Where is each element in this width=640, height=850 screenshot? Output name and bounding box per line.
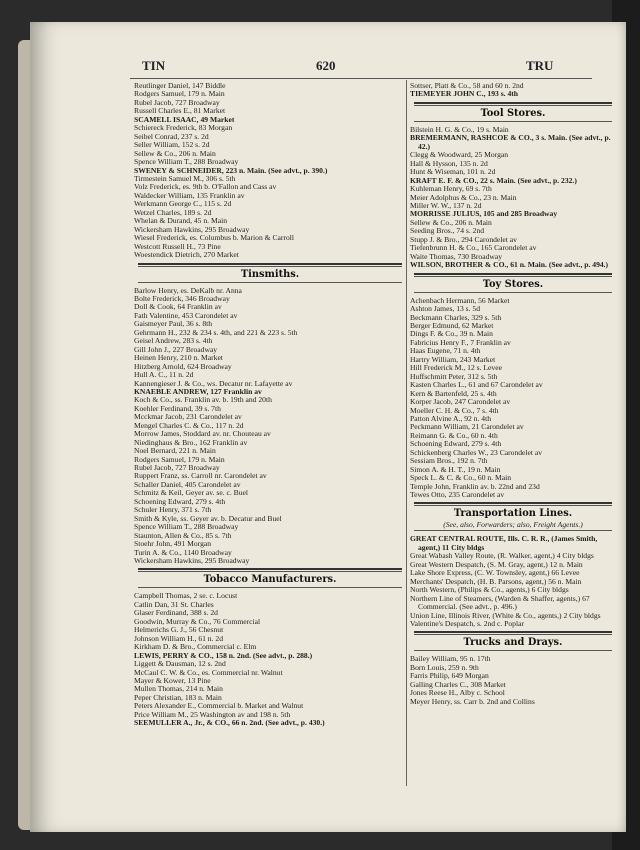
directory-entry: Wickersham Hawkins, 295 Broadway [134,557,250,566]
section-rule [138,587,402,588]
directory-entry: Tiefenbrunn H. & Co., 165 Carondelet av [410,244,537,253]
directory-entry: Rubel Jacob, 727 Broadway [134,464,220,473]
directory-entry: Hunt & Wiseman, 101 n. 2d [410,168,496,177]
directory-entry: LEWIS, PERRY & CO., 158 n. 2nd. (See advt., p. 288.) [134,651,313,660]
directory-entry: Seeding Bros., 74 s. 2nd [410,227,485,236]
section-rule [138,263,402,265]
directory-entry: Beckmann Charles, 329 s. 5th [410,313,502,322]
directory-entry: Noel Bernard, 221 n. Main [134,447,216,456]
directory-entry: Ruppert Franz, ss. Carroll nr. Carondelet av [134,472,267,481]
directory-entry: Westcott Russell H., 73 Pine [134,242,221,251]
directory-entry: Patton Alvine A., 92 n. 4th [410,414,492,423]
directory-entry: Peckmann William, 21 Carondelet av [410,423,524,432]
directory-entry: Heinen Henry, 210 n. Market [134,354,223,363]
directory-entry: Waldecker William, 135 Franklin av [134,191,245,200]
directory-entry: Speck L. & C. & Co., 60 n. Main [410,474,512,483]
header-rule [130,78,592,79]
directory-entry: Fabricius Henry F., 7 Franklin av [410,338,511,347]
directory-entry: Price William M., 25 Washington av and 198 n. 5th [134,710,291,719]
directory-entry: Stupp J. & Bro., 294 Carondelet av [410,235,517,244]
directory-entry: Ashton James, 13 s. 5d [410,305,481,314]
directory-entry: Bailey William, 95 n. 17th [410,655,491,664]
directory-entry: Reimann G. & Co., 60 n. 4th [410,431,498,440]
directory-entry: Kirkham D. & Bro., Commercial c. Elm [134,643,257,652]
directory-entry: Mullen Thomas, 214 n. Main [134,685,223,694]
directory-entry: SEEMULLER A., Jr., & CO., 66 n. 2nd. (See advt., p. 430.) [134,719,325,728]
section-title: Toy Stores. [482,278,544,290]
directory-entry: Schoening Edward, 279 s. 4th [410,440,502,449]
directory-entry: Hitzberg Arnold, 624 Broadway [134,362,232,371]
directory-entry: Born Louis, 259 n. 9th [410,663,479,672]
directory-entry: Schaller Daniel, 405 Carondelet av [134,480,241,489]
directory-entry: Kuhleman Henry, 69 s. 7th [410,185,492,194]
section-rule [138,266,402,267]
directory-entry: Campbell Thomas, 2 se. c. Locust [134,592,238,601]
directory-entry: Great Wabash Valley Route, (R. Walker, agent,) 4 City bldgs [410,552,594,561]
directory-entry: Liggett & Dausman, 12 s. 2nd [134,660,226,669]
directory-entry: WILSON, BROTHER & CO., 61 n. Main. (See advt., p. 494.) [410,261,609,270]
section-rule [138,282,402,283]
section-title: Tool Stores. [480,107,546,119]
directory-entry: Schuler Henry, 371 s. 7th [134,506,212,515]
directory-entry: Temple John, Franklin av. b. 22nd and 23d [410,482,540,491]
column-divider [406,80,407,786]
directory-entry: Woestendick Dietrich, 270 Market [134,251,239,260]
directory-entry: SWENEY & SCHNEIDER, 223 n. Main. (See advt., p. 390.) [134,166,328,175]
directory-entry: Goodwin, Murray & Co., 76 Commercial [134,617,261,626]
directory-entry: Hull A. C., 11 n. 2d [134,371,194,380]
directory-entry: Mayer & Kower, 13 Pine [134,677,211,685]
directory-entry: Russell Charles E., 81 Market [134,107,226,116]
section-rule [138,568,402,570]
section-heading [410,631,616,651]
directory-entry: Rodgers Samuel, 179 n. Main [134,90,225,99]
directory-entry: Helmerichs G. J., 56 Chesnut [134,626,224,635]
section-rule [414,102,612,104]
directory-entry: Doll & Cook, 64 Franklin av [134,303,222,312]
directory-entry: Volz Frederick, es. 9th b. O'Fallon and Cass av [134,183,277,192]
directory-entry: Haas Eugene, 71 n. 4th [410,347,481,356]
directory-entry: Gaismeyer Paul, 36 s. 8th [134,320,213,329]
section-rule [414,502,612,504]
directory-entry: Bolte Frederick, 346 Broadway [134,294,230,303]
directory-entry: Miller W. W., 137 n. 2d [410,201,482,210]
directory-entry: Schoening Edward, 279 s. 4th [134,497,226,506]
directory-entry: Staunton, Allen & Co., 85 s. 7th [134,531,232,540]
directory-entry: Valentine's Despatch, s. 2nd c. Poplar [410,620,524,629]
directory-entry: Kasten Charles L., 61 and 67 Carondelet av [410,381,543,390]
directory-entry: Wetzel Charles, 189 s. 2d [134,208,212,217]
directory-entry: Fath Valentine, 453 Carondelet av [134,311,238,320]
directory-entry: Dings F. & Co., 39 n. Main [410,330,493,339]
directory-entry: Stoehr John, 491 Morgan [134,540,212,549]
directory-entry: Meyer Henry, ss. Carr b. 2nd and Collins [410,697,535,706]
directory-entry: Hill Frederick M., 12 s. Levee [410,364,502,373]
directory-entry: Waite Thomas, 730 Broadway [410,252,503,261]
directory-entry: Great Western Despatch, (S. M. Gray, agent,) 12 n. Main [410,560,583,569]
section-rule [414,650,612,651]
directory-entry: SCAMELL ISAAC, 49 Market [134,115,235,124]
directory-entry: Tewes Otto, 235 Carondelet av [410,491,505,500]
directory-entry: Morrow James, Stoddard av. nr. Chouteau av [134,430,271,439]
section-rule [414,634,612,635]
directory-entry: Simon A. & H. T., 19 n. Main [410,465,501,474]
section-heading [410,502,616,531]
directory-entry: North Western, (Philips & Co., agents,) 6 City bldgs [410,586,569,595]
directory-entry: Werkmann George C., 115 s. 2d [134,200,232,209]
page-header [30,58,626,76]
directory-entry: McCaul C. W. & Co., es. Commercial nr. Walnut [134,668,283,677]
directory-entry: Lake Shore Express, (C. W. Townsley, agent,) 66 Levee [410,569,580,578]
directory-entry: Peters Alexander E., Commercial b. Market and Walnut [134,702,304,711]
directory-entry: Barlow Henry, es. DeKalb nr. Anna [134,286,242,295]
directory-entry: Kern & Bartenfeld, 25 s. 4th [410,389,497,398]
directory-entry: Achenbach Hermann, 56 Market [410,296,510,305]
directory-entry: Rodgers Samuel, 179 n. Main [134,455,225,464]
section-rule [414,273,612,275]
section-heading [134,263,406,283]
directory-entry: Reutlinger Daniel, 147 Biddle [134,82,226,90]
directory-entry: TIEMEYER JOHN C., 193 s. 4th [410,90,519,99]
directory-entry: MORRISSE JULIUS, 105 and 285 Broadway [410,210,558,219]
section-rule [414,530,612,531]
directory-entry: Korper Jacob, 247 Carondelet av [410,398,511,407]
section-title: Transportation Lines. [453,508,573,520]
directory-entry: BREMERMANN, RASHCOE & CO., 3 s. Main. (See advt., p. 42.) [410,134,611,151]
header-left-word: TIN [142,58,166,73]
directory-entry: Huffschmitt Peter, 312 s. 5th [410,372,498,381]
directory-entry: Gill John J., 227 Broadway [134,345,218,354]
directory-entry: Koehler Ferdinand, 39 s. 7th [134,404,221,413]
right-column [410,82,616,706]
section-rule [414,276,612,277]
directory-entry: Northern Line of Steamers, (Warden & Shaffer, agents,) 67 Commercial. (See advt., p. 496.) [410,594,590,612]
directory-entry: Glaser Ferdinand, 388 s. 2d [134,609,218,618]
directory-entry: Schickenberg Charles W., 23 Carondelet av [410,448,543,457]
section-subtitle: (See, also, Forwarders; also, Freight Agents.) [443,520,583,530]
directory-entry: Clegg & Woodward, 25 Morgan [410,151,509,160]
directory-entry: Schmitz & Keil, Geyer av. se. c. Buel [134,489,249,498]
directory-entry: Whelan & Durand, 45 n. Main [134,217,228,226]
directory-entry: Spence William T., 288 Broadway [134,523,239,532]
section-rule [414,121,612,122]
directory-entry: Union Line, Illinois River, (White & Co., agents,) 2 City bldgs [410,611,601,620]
directory-entry: Wiesel Frederick, es. Columbus b. Marion & Carroll [134,234,294,243]
section-heading [410,273,616,293]
directory-entry: Sellew & Co., 206 n. Main [134,149,216,158]
directory-entry: Schiereck Frederick, 83 Morgan [134,124,233,133]
section-rule [414,105,612,106]
directory-entry: KRAFT E. F. & CO., 22 s. Main. (See advt., p. 232.) [410,176,577,185]
directory-entry: Johnson William H., 61 n. 2d [134,634,223,643]
directory-entry: Farris Philip, 649 Morgan [410,672,489,681]
directory-entry: Rubel Jacob, 727 Broadway [134,98,220,107]
section-title: Tinsmiths. [240,268,300,280]
directory-entry: Wickersham Hawkins, 295 Broadway [134,225,250,234]
directory-entry: Sessiam Bros., 192 n. 7th [410,457,488,466]
directory-entry: GREAT CENTRAL ROUTE, Ills. C. R. R., (James Smith, agent,) 11 City bldgs [410,535,598,552]
section-rule [414,631,612,633]
section-rule [138,571,402,572]
section-title: Trucks and Drays. [463,637,563,649]
directory-entry: Hartry William, 243 Market [410,355,496,364]
directory-entry: Koch & Co., ss. Franklin av. b. 19th and 20th [134,396,272,405]
directory-entry: Smith & Kyle, ss. Geyer av. b. Decatur and Buel [134,514,282,523]
directory-entry: Tirmestein Samuel M., 306 s. 5th [134,174,236,183]
directory-entry: Mcckmar Jacob, 231 Carondelet av [134,413,242,422]
directory-entry: Moeller C. H. & Co., 7 s. 4th [410,406,499,415]
section-heading [134,568,406,588]
directory-entry: Turin A. & Co., 1140 Broadway [134,548,232,557]
directory-entry: Kannengieser J. & Co., ws. Decatur nr. Lafayette av [134,379,293,388]
directory-entry: Mengel Charles C. & Co., 117 n. 2d [134,421,244,430]
directory-entry: Meier Adolphus & Co., 23 n. Main [410,193,517,202]
directory-entry: Hall & Hysson, 135 n. 2d [410,159,488,168]
section-heading [410,102,616,122]
directory-entry: Sottser, Platt & Co., 58 and 60 n. 2nd [410,82,524,90]
directory-entry: Spence William T., 288 Broadway [134,158,239,167]
directory-entry: Seibel Conrad, 237 s. 2d [134,132,209,141]
directory-entry: Jones Reese H., Alby c. School [410,689,505,698]
directory-entry: Bilstein H. G. & Co., 19 s. Main [410,125,509,134]
section-rule [414,292,612,293]
directory-entry: Merchants' Despatch, (H. B. Parsons, agent,) 56 n. Main [410,577,582,586]
directory-entry: Sellew & Co., 206 n. Main [410,218,492,227]
page-number: 620 [316,58,336,73]
section-title: Tobacco Manufacturers. [203,574,337,586]
left-column [134,82,406,728]
directory-entry: Berger Edmund, 62 Market [410,321,494,330]
directory-entry: Catlin Dan, 31 St. Charles [134,600,214,609]
section-rule [414,505,612,506]
directory-entry: Galling Charles C., 308 Market [410,680,506,689]
directory-page [30,22,626,832]
directory-entry: KNAEBLE ANDREW, 127 Franklin av [134,387,262,396]
directory-entry: Peper Christian, 183 n. Main [134,693,222,702]
header-right-word: TRU [526,58,554,73]
directory-entry: Geisel Andrew, 283 s. 4th [134,337,213,346]
directory-entry: Gehrmann H., 232 & 234 s. 4th, and 221 & 223 s. 5th [134,328,298,337]
directory-entry: Niedinghaus & Bro., 162 Franklin av [134,438,248,447]
directory-entry: Seller William, 152 s. 2d [134,141,210,150]
